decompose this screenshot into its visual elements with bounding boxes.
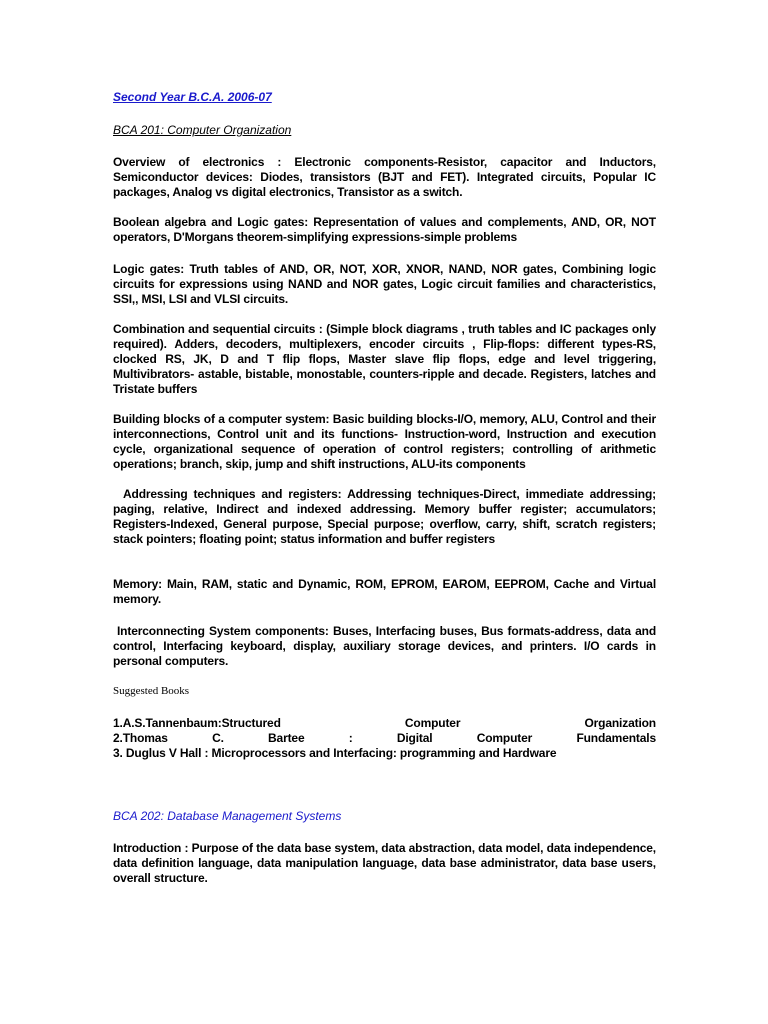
book-list bbox=[113, 716, 656, 761]
paragraph-memory: Memory: Main, RAM, static and Dynamic, ROM, EPROM, EAROM, EEPROM, Cache and Virtual memory. bbox=[113, 577, 656, 606]
course-heading-bca201: BCA 201: Computer Organization bbox=[113, 123, 292, 137]
book-item: 3. Duglus V Hall : Microprocessors and Interfacing: programming and Hardware bbox=[113, 746, 557, 760]
document-title: Second Year B.C.A. 2006-07 bbox=[113, 90, 272, 104]
paragraph-addressing: Addressing techniques and registers: Addressing techniques-Direct, immediate addressing; paging, relative, Indirect and indexed addressing. Memory buffer register; accumulators; Registers-Indexed, General purpose, Special purpose; overflow, carry, shift, scratch registers; stack pointers; floating point; status information and buffer registers bbox=[113, 487, 656, 546]
paragraph-dbms-introduction: Introduction : Purpose of the data base system, data abstraction, data model, data independence, data definition language, data manipulation language, data base administrator, data base users, overall structure. bbox=[113, 841, 656, 885]
paragraph-overview-electronics: Overview of electronics : Electronic components-Resistor, capacitor and Inductors, Semiconductor devices: Diodes, transistors (BJT and FET). Integrated circuits, Popular IC packages, Analog vs digital electronics, Transistor as a switch. bbox=[113, 155, 656, 199]
paragraph-building-blocks: Building blocks of a computer system: Basic building blocks-I/O, memory, ALU, Control and their interconnections, Control unit and its functions- Instruction-word, Instruction and execution cycle, organizational sequence of operation of control registers; controlling of arithmetic operations; branch, skip, jump and shift instructions, ALU-its components bbox=[113, 412, 656, 471]
paragraph-interconnecting: Interconnecting System components: Buses, Interfacing buses, Bus formats-address, data and control, Interfacing keyboard, display, auxiliary storage devices, and printers. I/O cards in personal computers. bbox=[113, 624, 656, 668]
paragraph-boolean-algebra: Boolean algebra and Logic gates: Representation of values and complements, AND, OR, NOT operators, D'Morgans theorem-simplifying expressions-simple problems bbox=[113, 215, 656, 244]
paragraph-combination-sequential: Combination and sequential circuits : (Simple block diagrams , truth tables and IC packages only required). Adders, decoders, multiplexers, encoder circuits , Flip-flops: different types-RS, clocked RS, JK, D and T flip flops, Master slave flip flops, edge and level triggering, Multivibrators- astable, bistable, monostable, counters-ripple and decade. Registers, latches and Tristate buffers bbox=[113, 322, 656, 396]
suggested-books-label: Suggested Books bbox=[113, 685, 190, 697]
course-heading-bca202: BCA 202: Database Management Systems bbox=[113, 809, 342, 823]
book-item: 1.A.S.Tannenbaum:Structured Computer Organization bbox=[113, 716, 656, 730]
paragraph-logic-gates: Logic gates: Truth tables of AND, OR, NOT, XOR, XNOR, NAND, NOR gates, Combining logic circuits for expressions using NAND and NOR gates, Logic circuit families and characteristics, SSI,, MSI, LSI and VLSI circuits. bbox=[113, 262, 656, 306]
book-item: 2.Thomas C. Bartee : Digital Computer Fundamentals bbox=[113, 731, 656, 745]
